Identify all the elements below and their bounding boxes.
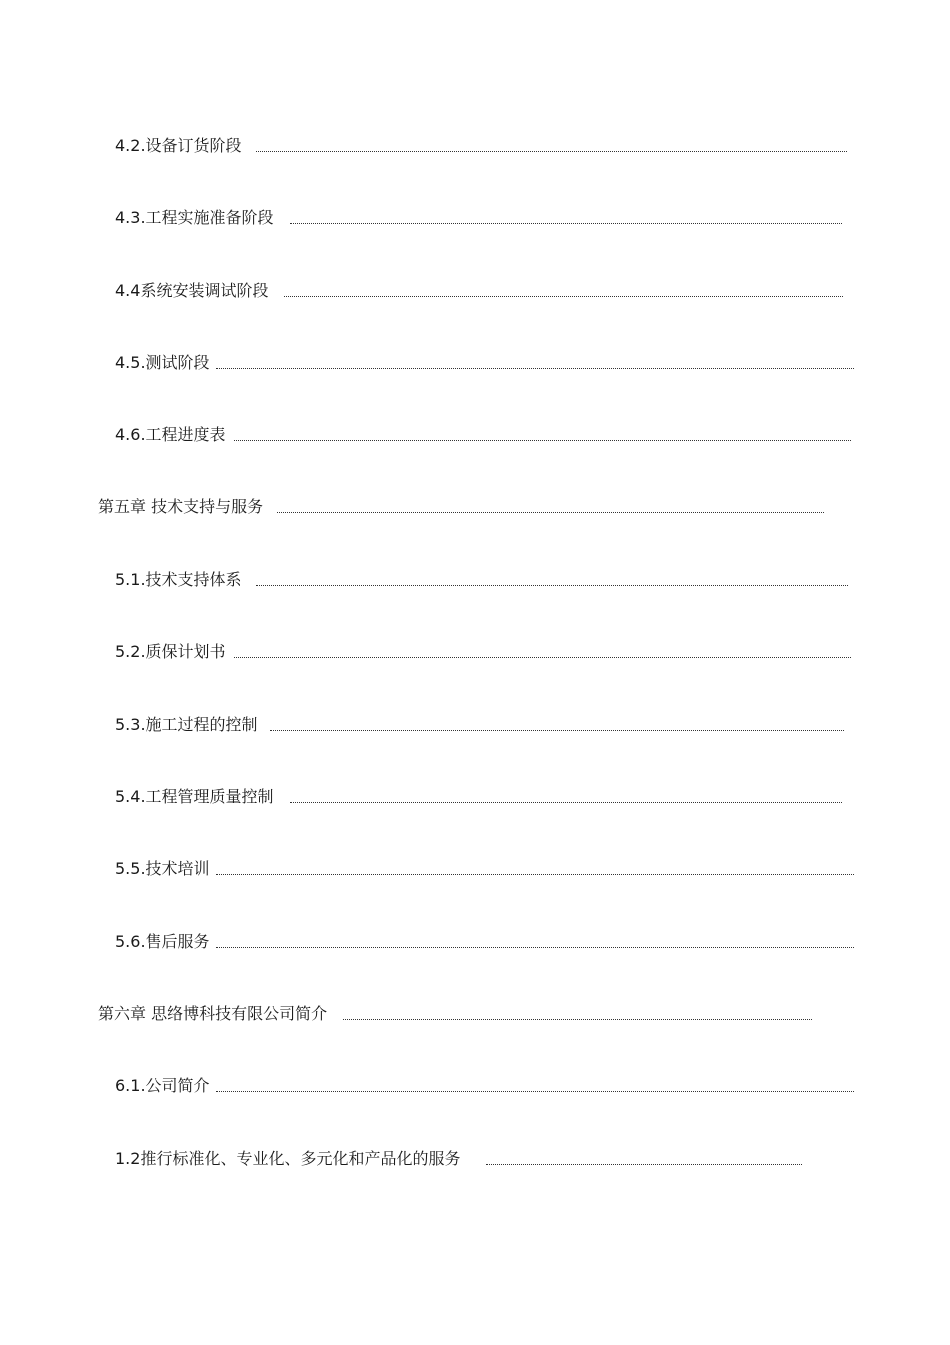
- dot-leader: [216, 932, 854, 952]
- toc-entry-label: 5.5.技术培训: [115, 859, 210, 878]
- toc-entry-label: 5.3.施工过程的控制: [115, 715, 258, 734]
- toc-entry-5-3[interactable]: [115, 711, 844, 735]
- dot-leader: [270, 715, 844, 735]
- toc-entry-label: 第六章 思络博科技有限公司简介: [98, 1004, 328, 1023]
- toc-entry-5-6[interactable]: [115, 928, 854, 952]
- dot-leader: [216, 859, 854, 879]
- dot-leader: [486, 1149, 802, 1169]
- toc-entry-label: 4.2.设备订货阶段: [115, 136, 242, 155]
- toc-entry-4-4[interactable]: [115, 277, 843, 301]
- dot-leader: [343, 1004, 812, 1024]
- toc-entry-chapter-6[interactable]: [98, 1000, 812, 1024]
- dot-leader: [216, 1076, 854, 1096]
- toc-entry-label: 5.1.技术支持体系: [115, 570, 242, 589]
- toc-entry-4-2[interactable]: [115, 132, 847, 156]
- toc-entry-label: 第五章 技术支持与服务: [98, 497, 264, 516]
- toc-entry-5-2[interactable]: [115, 638, 851, 662]
- dot-leader: [290, 787, 842, 807]
- dot-leader: [256, 570, 848, 590]
- toc-entry-5-5[interactable]: [115, 855, 854, 879]
- toc-entry-5-4[interactable]: [115, 783, 842, 807]
- dot-leader: [277, 497, 824, 517]
- toc-entry-label: 4.5.测试阶段: [115, 353, 210, 372]
- dot-leader: [234, 425, 851, 445]
- toc-entry-label: 4.4系统安装调试阶段: [115, 281, 269, 300]
- toc-entry-chapter-5[interactable]: [98, 493, 824, 517]
- toc-entry-label: 1.2推行标准化、专业化、多元化和产品化的服务: [115, 1149, 461, 1168]
- toc-entry-6-1[interactable]: [115, 1072, 854, 1096]
- toc-entry-label: 5.6.售后服务: [115, 932, 210, 951]
- toc-entry-1-2[interactable]: [115, 1145, 802, 1169]
- toc-entry-4-5[interactable]: [115, 349, 854, 373]
- toc-entry-4-3[interactable]: [115, 204, 842, 228]
- dot-leader: [216, 353, 854, 373]
- toc-entry-5-1[interactable]: [115, 566, 848, 590]
- toc-entry-label: 6.1.公司简介: [115, 1076, 210, 1095]
- dot-leader: [284, 281, 843, 301]
- toc-entry-label: 5.4.工程管理质量控制: [115, 787, 274, 806]
- dot-leader: [290, 208, 842, 228]
- dot-leader: [256, 136, 847, 156]
- toc-entry-label: 4.6.工程进度表: [115, 425, 226, 444]
- toc-entry-label: 4.3.工程实施准备阶段: [115, 208, 274, 227]
- toc-entry-label: 5.2.质保计划书: [115, 642, 226, 661]
- toc-entry-4-6[interactable]: [115, 421, 851, 445]
- dot-leader: [234, 642, 851, 662]
